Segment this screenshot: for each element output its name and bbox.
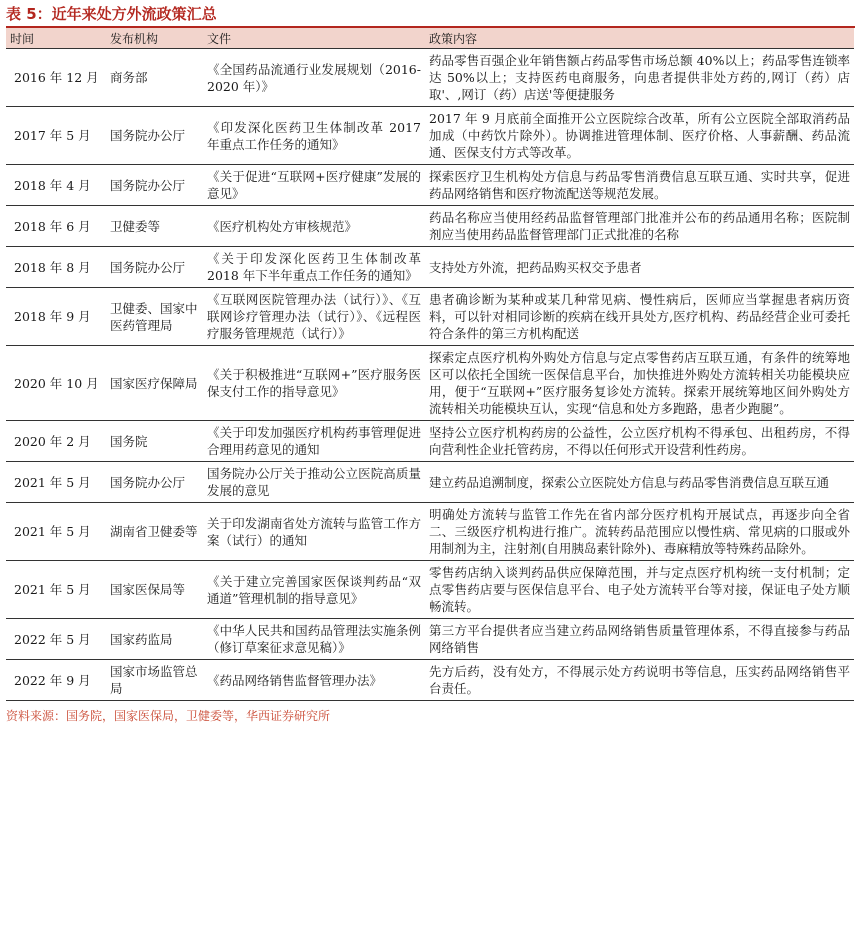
cell-doc: 《关于印发深化医药卫生体制改革 2018 年下半年重点工作任务的通知》: [203, 247, 425, 288]
cell-content: 药品名称应当使用经药品监督管理部门批准并公布的药品通用名称；医院制剂应当使用药品监督管理部门正式批准的名称: [425, 206, 854, 247]
cell-doc: 《医疗机构处方审核规范》: [203, 206, 425, 247]
cell-org: 国家医保局等: [106, 561, 203, 619]
cell-content: 药品零售百强企业年销售额占药品零售市场总额 40%以上；药品零售连锁率达 50%以上；支持医药电商服务，向患者提供非处方药的,网订（药）店取'、,网订（药）店送'等便捷服务: [425, 49, 854, 107]
cell-content: 零售药店纳入谈判药品供应保障范围，并与定点医疗机构统一支付机制；定点零售药店要与医保信息平台、电子处方流转平台等对接，保证电子处方顺畅流转。: [425, 561, 854, 619]
cell-time: 2022 年 5 月: [6, 619, 106, 660]
cell-doc: 《关于积极推进“互联网+”医疗服务医保支付工作的指导意见》: [203, 346, 425, 421]
table-body: [6, 49, 854, 701]
cell-doc: 《中华人民共和国药品管理法实施条例（修订草案征求意见稿）》: [203, 619, 425, 660]
cell-doc: 国务院办公厅关于推动公立医院高质量发展的意见: [203, 462, 425, 503]
header-org: 发布机构: [106, 28, 203, 49]
cell-doc: 《印发深化医药卫生体制改革 2017 年重点工作任务的通知》: [203, 107, 425, 165]
cell-doc: 《关于印发加强医疗机构药事管理促进合理用药意见的通知: [203, 421, 425, 462]
table-row: [6, 247, 854, 288]
cell-org: 国家药监局: [106, 619, 203, 660]
cell-org: 国务院办公厅: [106, 247, 203, 288]
cell-content: 建立药品追溯制度，探索公立医院处方信息与药品零售消费信息互联互通: [425, 462, 854, 503]
cell-doc: 关于印发湖南省处方流转与监管工作方案（试行）的通知: [203, 503, 425, 561]
cell-doc: 《互联网医院管理办法（试行）》、《互联网诊疗管理办法（试行）》、《远程医疗服务管理规范（试行）》: [203, 288, 425, 346]
cell-org: 国家市场监管总局: [106, 660, 203, 701]
cell-doc: 《关于促进“互联网+医疗健康”发展的意见》: [203, 165, 425, 206]
cell-content: 支持处方外流，把药品购买权交予患者: [425, 247, 854, 288]
cell-time: 2020 年 2 月: [6, 421, 106, 462]
cell-content: 探索定点医疗机构外购处方信息与定点零售药店互联互通，有条件的统筹地区可以依托全国统一医保信息平台，加快推进外购处方流转相关功能模块应用，便于“互联网+”医疗服务复诊处方流转。探索开展统筹地区间外购处方流转相关功能模块互认，实现“信息和处方多跑路，患者少跑腿”。: [425, 346, 854, 421]
cell-time: 2020 年 10 月: [6, 346, 106, 421]
table-row: [6, 107, 854, 165]
cell-time: 2021 年 5 月: [6, 503, 106, 561]
cell-org: 卫健委等: [106, 206, 203, 247]
cell-doc: 《关于建立完善国家医保谈判药品“双通道”管理机制的指导意见》: [203, 561, 425, 619]
table-row: [6, 660, 854, 701]
cell-content: 坚持公立医疗机构药房的公益性，公立医疗机构不得承包、出租药房，不得向营利性企业托管药房，不得以任何形式开设营利性药房。: [425, 421, 854, 462]
cell-time: 2016 年 12 月: [6, 49, 106, 107]
cell-org: 湖南省卫健委等: [106, 503, 203, 561]
cell-org: 国务院办公厅: [106, 107, 203, 165]
cell-content: 探索医疗卫生机构处方信息与药品零售消费信息互联互通、实时共享，促进药品网络销售和医疗物流配送等规范发展。: [425, 165, 854, 206]
cell-org: 商务部: [106, 49, 203, 107]
header-content: 政策内容: [425, 28, 854, 49]
cell-org: 国务院: [106, 421, 203, 462]
cell-time: 2018 年 9 月: [6, 288, 106, 346]
source-note: 资料来源：国务院，国家医保局，卫健委等，华西证券研究所: [6, 709, 331, 723]
table-row: [6, 49, 854, 107]
table-row: [6, 503, 854, 561]
table-row: [6, 421, 854, 462]
table-row: [6, 619, 854, 660]
header-row: [6, 28, 854, 49]
table-row: [6, 561, 854, 619]
header-doc: 文件: [203, 28, 425, 49]
cell-org: 卫健委、国家中医药管理局: [106, 288, 203, 346]
table-row: [6, 288, 854, 346]
cell-time: 2018 年 8 月: [6, 247, 106, 288]
cell-time: 2022 年 9 月: [6, 660, 106, 701]
cell-content: 明确处方流转与监管工作先在省内部分医疗机构开展试点，再逐步向全省二、三级医疗机构进行推广。流转药品范围应以慢性病、常见病的口服或外用制剂为主，注射剂(自用胰岛素针除外)、毒麻精放等特殊药品除外。: [425, 503, 854, 561]
cell-org: 国务院办公厅: [106, 462, 203, 503]
cell-doc: 《药品网络销售监督管理办法》: [203, 660, 425, 701]
cell-time: 2018 年 4 月: [6, 165, 106, 206]
cell-time: 2021 年 5 月: [6, 462, 106, 503]
table-row: [6, 462, 854, 503]
cell-time: 2021 年 5 月: [6, 561, 106, 619]
table-row: [6, 206, 854, 247]
cell-org: 国家医疗保障局: [106, 346, 203, 421]
cell-org: 国务院办公厅: [106, 165, 203, 206]
table-row: [6, 165, 854, 206]
cell-content: 患者确诊断为某种或某几种常见病、慢性病后，医师应当掌握患者病历资料，可以针对相同诊断的疾病在线开具处方,医疗机构、药品经营企业可委托符合条件的第三方机构配送: [425, 288, 854, 346]
policy-table: [6, 28, 854, 701]
header-time: 时间: [6, 28, 106, 49]
cell-content: 第三方平台提供者应当建立药品网络销售质量管理体系，不得直接参与药品网络销售: [425, 619, 854, 660]
cell-time: 2018 年 6 月: [6, 206, 106, 247]
cell-content: 先方后药，没有处方，不得展示处方药说明书等信息，压实药品网络销售平台责任。: [425, 660, 854, 701]
table-title: 表 5：近年来处方外流政策汇总: [6, 5, 217, 23]
cell-content: 2017 年 9 月底前全面推开公立医院综合改革，所有公立医院全部取消药品加成（中药饮片除外）。协调推进管理体制、医疗价格、人事薪酬、药品流通、医保支付方式等改革。: [425, 107, 854, 165]
table-row: [6, 346, 854, 421]
cell-time: 2017 年 5 月: [6, 107, 106, 165]
cell-doc: 《全国药品流通行业发展规划（2016-2020 年）》: [203, 49, 425, 107]
